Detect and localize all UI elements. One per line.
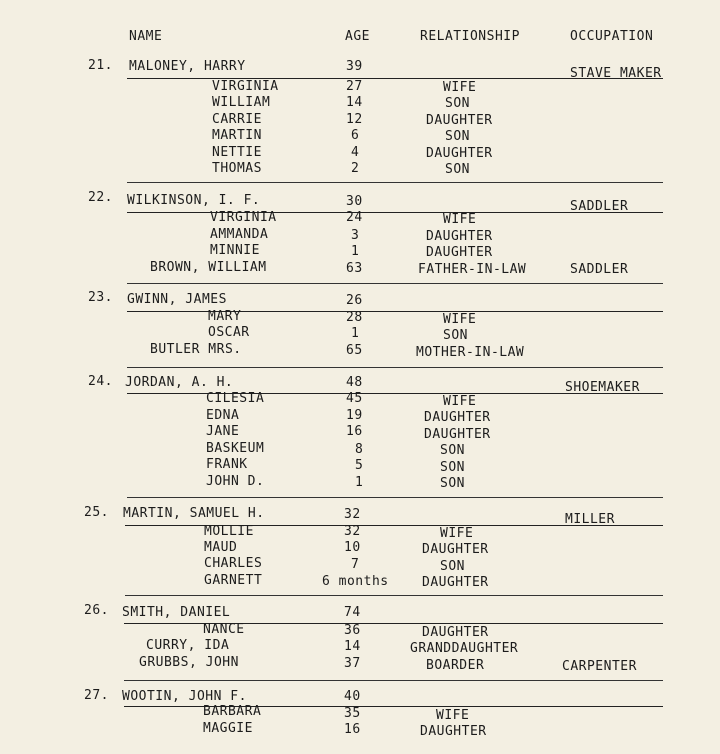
member-age: 63 [346,261,363,276]
member-relationship: SON [440,443,465,458]
member-name: AMMANDA [210,227,269,242]
household-number: 22. [88,190,113,205]
member-name: CURRY, IDA [146,638,230,653]
member-age: 6 [351,128,360,143]
head-name: SMITH, DANIEL [122,605,231,620]
head-name: GWINN, JAMES [127,292,227,307]
member-relationship: GRANDDAUGHTER [410,641,519,656]
member-relationship: SON [440,460,465,475]
member-relationship: SON [445,129,470,144]
household-divider [125,595,663,596]
member-name: VIRGINIA [212,79,279,94]
household-number: 25. [84,505,109,520]
member-relationship: DAUGHTER [426,113,493,128]
household-divider [124,680,663,681]
member-age: 19 [346,408,363,423]
member-name: MOLLIE [204,524,254,539]
member-occupation: SADDLER [570,262,629,277]
member-name: FRANK [206,457,248,472]
head-name: MALONEY, HARRY [129,59,246,74]
member-relationship: WIFE [443,394,477,409]
member-name: THOMAS [212,161,262,176]
member-name: NETTIE [212,145,262,160]
household-number: 23. [88,290,113,305]
household-number: 21. [88,58,113,73]
member-name: MINNIE [210,243,260,258]
member-age: 14 [344,639,361,654]
member-age: 16 [344,722,361,737]
member-age: 10 [344,540,361,555]
member-age: 37 [344,656,361,671]
member-age: 1 [351,244,360,259]
member-age: 7 [351,557,360,572]
member-relationship: MOTHER-IN-LAW [416,345,525,360]
member-age: 24 [346,210,363,225]
member-name: OSCAR [208,325,250,340]
member-age: 36 [344,623,361,638]
member-age: 1 [355,475,364,490]
household-number: 24. [88,374,113,389]
member-age: 5 [355,458,364,473]
header-relationship: RELATIONSHIP [420,29,520,44]
member-name: BUTLER MRS. [150,342,242,357]
header-age: AGE [345,29,370,44]
head-occupation: SHOEMAKER [565,380,640,395]
member-name: NANCE [203,622,245,637]
household-divider [127,497,663,498]
member-age: 8 [355,442,364,457]
member-relationship: WIFE [443,312,477,327]
header-name: NAME [129,29,163,44]
member-relationship: SON [445,96,470,111]
member-age: 35 [344,706,361,721]
member-relationship: WIFE [440,526,474,541]
head-occupation: MILLER [565,512,615,527]
member-name: CHARLES [204,556,263,571]
member-age: 3 [351,228,360,243]
member-relationship: SON [443,328,468,343]
household-number: 27. [84,688,109,703]
member-relationship: BOARDER [426,658,485,673]
household-divider [127,283,663,284]
member-name: MARTIN [212,128,262,143]
member-name: BARBARA [203,704,262,719]
member-age: 27 [346,79,363,94]
member-name: MAUD [204,540,238,555]
member-relationship: DAUGHTER [426,245,493,260]
household-rule [127,78,663,79]
household-divider [127,367,663,368]
member-name: MARY [208,309,242,324]
member-relationship: DAUGHTER [426,146,493,161]
household-number: 26. [84,603,109,618]
head-age: 48 [346,375,363,390]
household-rule [127,212,663,213]
member-relationship: SON [440,559,465,574]
member-age: 2 [351,161,360,176]
member-relationship: SON [445,162,470,177]
member-age: 45 [346,391,363,406]
member-name: GARNETT [204,573,263,588]
head-name: WILKINSON, I. F. [127,193,261,208]
member-relationship: FATHER-IN-LAW [418,262,527,277]
member-occupation: CARPENTER [562,659,637,674]
head-age: 30 [346,194,363,209]
member-relationship: DAUGHTER [424,427,491,442]
head-occupation: STAVE MAKER [570,66,662,81]
member-age: 32 [344,524,361,539]
member-age: 16 [346,424,363,439]
member-age: 4 [351,145,360,160]
member-age: 65 [346,343,363,358]
member-relationship: WIFE [443,212,477,227]
member-relationship: DAUGHTER [422,542,489,557]
member-name: JANE [206,424,240,439]
member-relationship: DAUGHTER [424,410,491,425]
header-occupation: OCCUPATION [570,29,654,44]
member-name: BASKEUM [206,441,265,456]
member-relationship: DAUGHTER [422,575,489,590]
member-name: JOHN D. [206,474,265,489]
member-name: GRUBBS, JOHN [139,655,239,670]
member-relationship: SON [440,476,465,491]
member-age: 28 [346,310,363,325]
member-relationship: DAUGHTER [426,229,493,244]
member-age: 6 months [322,574,389,589]
head-name: WOOTIN, JOHN F. [122,689,247,704]
member-age: 1 [351,326,360,341]
member-name: CARRIE [212,112,262,127]
member-age: 14 [346,95,363,110]
member-relationship: WIFE [436,708,470,723]
member-relationship: DAUGHTER [420,724,487,739]
member-name: MAGGIE [203,721,253,736]
head-age: 26 [346,293,363,308]
head-age: 74 [344,605,361,620]
head-occupation: SADDLER [570,199,629,214]
head-age: 32 [344,507,361,522]
member-name: WILLIAM [212,95,271,110]
member-name: EDNA [206,408,240,423]
member-name: BROWN, WILLIAM [150,260,267,275]
household-divider [127,182,663,183]
member-relationship: DAUGHTER [422,625,489,640]
member-relationship: WIFE [443,80,477,95]
head-name: MARTIN, SAMUEL H. [123,506,265,521]
member-name: VIRGINIA [210,210,277,225]
member-age: 12 [346,112,363,127]
head-name: JORDAN, A. H. [125,375,234,390]
head-age: 39 [346,59,363,74]
head-age: 40 [344,689,361,704]
member-name: CILESIA [206,391,265,406]
